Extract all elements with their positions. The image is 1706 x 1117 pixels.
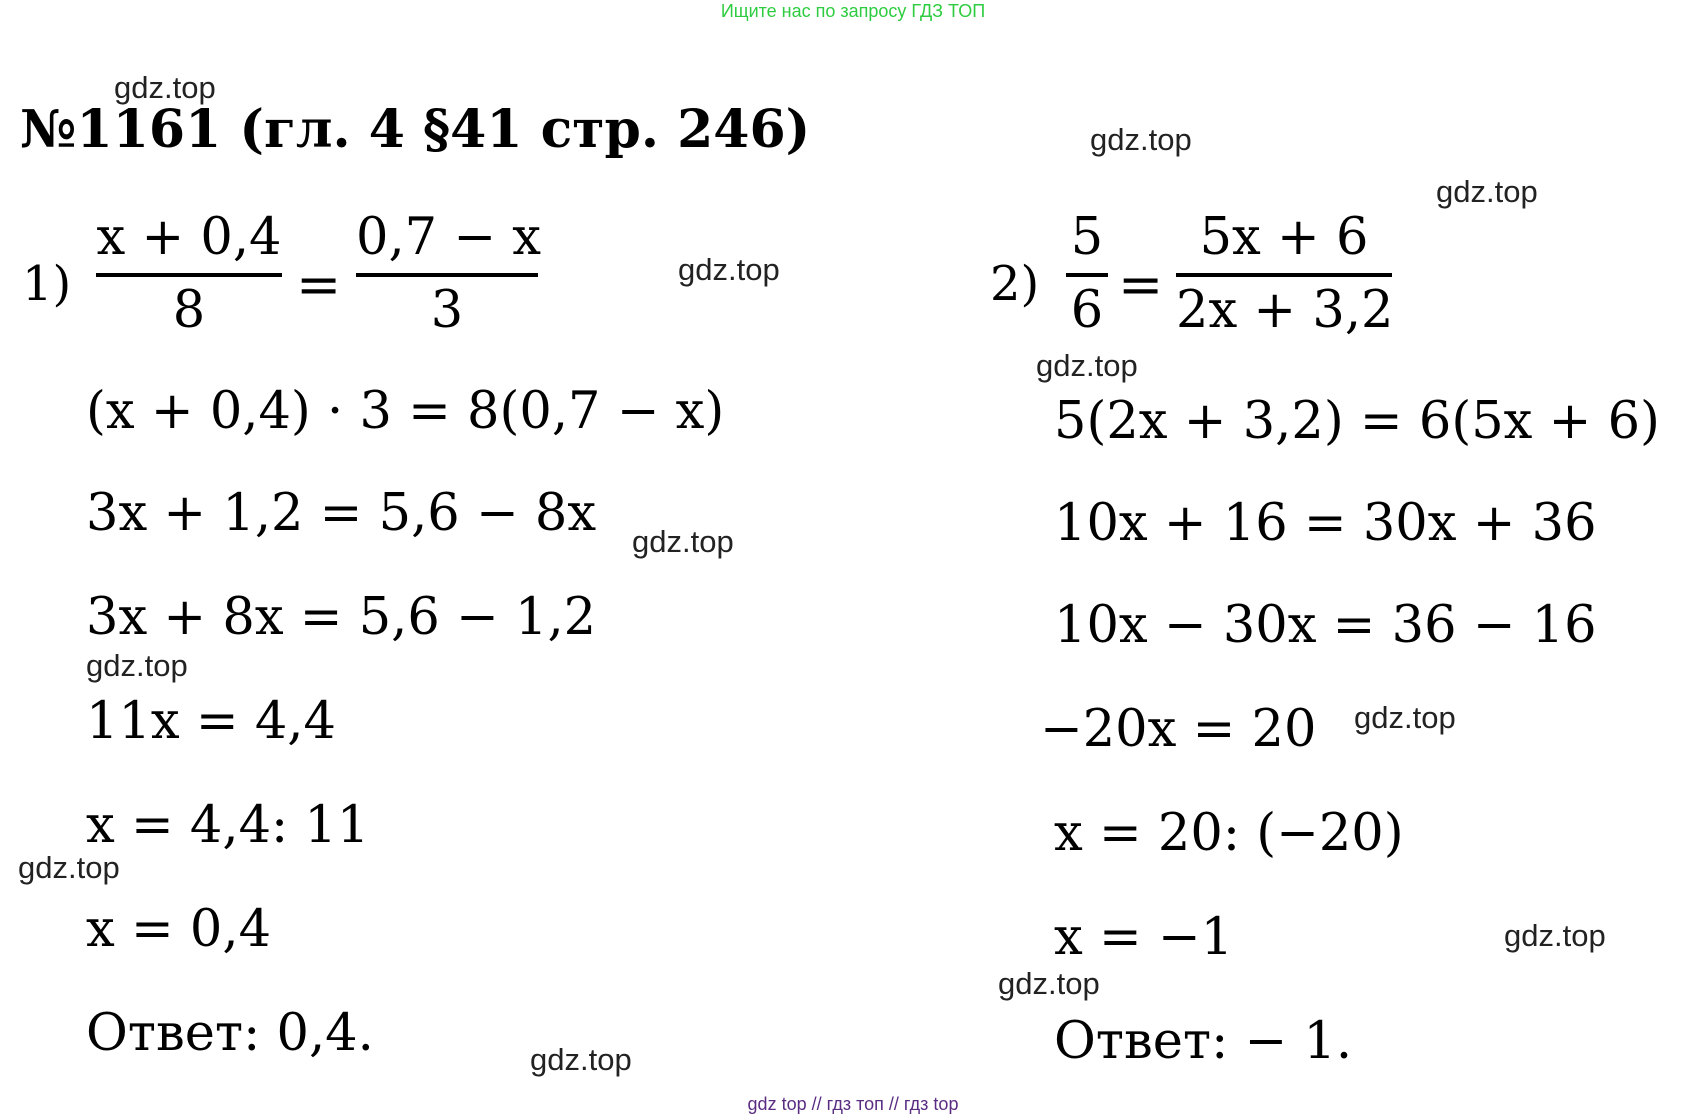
part2-answer: Ответ: − 1.: [1054, 1012, 1353, 1071]
watermark: gdz.top: [1354, 700, 1456, 735]
part2-frac-left-numerator: 5: [1070, 208, 1104, 267]
part2-step-6: x = −1: [1054, 908, 1234, 967]
watermark: gdz.top: [86, 648, 188, 683]
footer-links[interactable]: gdz top // гдз топ // гдз top: [747, 1094, 959, 1114]
part1-step-5: x = 4,4: 11: [86, 796, 370, 855]
watermark: gdz.top: [678, 252, 780, 287]
part1-step-6: x = 0,4: [86, 900, 272, 959]
part1-frac-right-numerator: 0,7 − x: [356, 208, 542, 267]
part1-frac-left-denominator: 8: [172, 281, 206, 340]
part2-step-2: 10x + 16 = 30x + 36: [1054, 494, 1597, 553]
part2-fraction-left: [1066, 208, 1108, 340]
fraction-bar: [356, 273, 538, 277]
watermark: gdz.top: [1090, 122, 1192, 157]
watermark: gdz.top: [1504, 918, 1606, 953]
watermark: gdz.top: [632, 524, 734, 559]
part2-equals-sign: =: [1118, 253, 1164, 316]
part1-answer: Ответ: 0,4.: [86, 1004, 374, 1063]
part1-step-1: (x + 0,4) · 3 = 8(0,7 − x): [86, 382, 725, 441]
part1-frac-right-denominator: 3: [430, 281, 464, 340]
fraction-bar: [1176, 273, 1392, 277]
part1-step-4: 11x = 4,4: [86, 692, 336, 751]
part2-step-4: −20x = 20: [1040, 700, 1317, 759]
part2-frac-right-denominator: 2x + 3,2: [1176, 281, 1394, 340]
part1-step-3: 3x + 8x = 5,6 − 1,2: [86, 588, 597, 647]
part2-step-3: 10x − 30x = 36 − 16: [1054, 596, 1597, 655]
part2-label: 2): [990, 256, 1040, 312]
part2-frac-left-denominator: 6: [1070, 281, 1104, 340]
watermark: gdz.top: [114, 70, 216, 105]
part2-step-1: 5(2x + 3,2) = 6(5x + 6): [1054, 392, 1660, 451]
watermark: gdz.top: [1036, 348, 1138, 383]
part1-fraction-left: [96, 208, 282, 340]
part2-fraction-right: [1176, 208, 1394, 340]
part1-equals-sign: =: [296, 253, 342, 316]
fraction-bar: [96, 273, 282, 277]
part2-frac-right-numerator: 5x + 6: [1199, 208, 1369, 267]
watermark: gdz.top: [1436, 174, 1538, 209]
part1-fraction-right: [356, 208, 542, 340]
fraction-bar: [1066, 273, 1108, 277]
watermark: gdz.top: [530, 1042, 632, 1077]
watermark: gdz.top: [18, 850, 120, 885]
part1-frac-left-numerator: x + 0,4: [96, 208, 282, 267]
part1-label: 1): [22, 256, 72, 312]
page-title: №1161 (гл. 4 §41 стр. 246): [20, 99, 811, 160]
part2-step-5: x = 20: (−20): [1054, 804, 1404, 863]
watermark: gdz.top: [998, 966, 1100, 1001]
part1-step-2: 3x + 1,2 = 5,6 − 8x: [86, 484, 597, 543]
top-banner: Ищите нас по запросу ГДЗ ТОП: [720, 1, 986, 21]
